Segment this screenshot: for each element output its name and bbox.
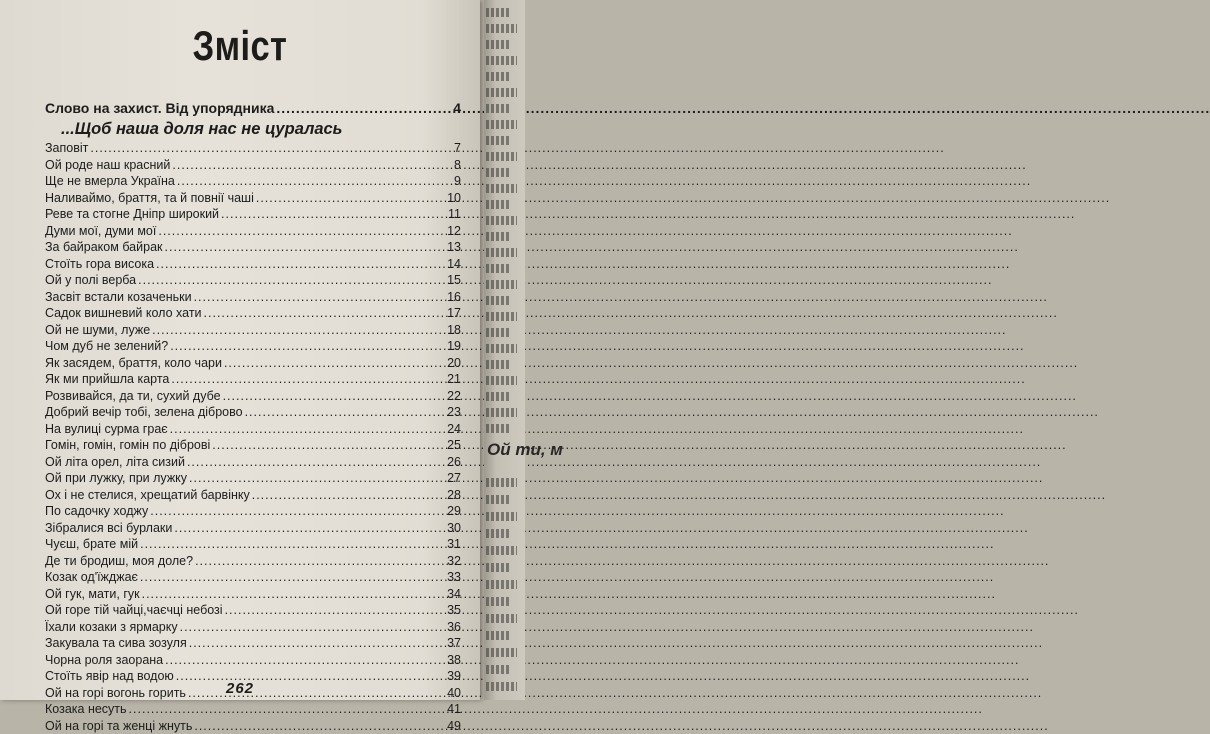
toc-leader-dots <box>170 338 445 355</box>
toc-entry-label: Козак од'їжджає <box>45 569 140 586</box>
toc-entry-page: 8 <box>445 157 461 174</box>
toc-entry-page: 36 <box>445 619 461 636</box>
toc-entry <box>45 190 461 207</box>
toc-leader-dots <box>221 206 445 223</box>
toc-entry-page: 35 <box>445 602 461 619</box>
adjacent-page-text-line <box>486 614 517 623</box>
adjacent-page-text-line <box>486 665 510 674</box>
toc-entry-page: 16 <box>445 289 461 306</box>
toc-entry-label: Козака несуть <box>45 701 129 718</box>
adjacent-page-text-line <box>486 200 510 209</box>
toc-entry-page: 18 <box>445 322 461 339</box>
table-of-contents <box>45 98 461 734</box>
page-number: 262 <box>0 680 480 697</box>
toc-entry <box>45 206 461 223</box>
adjacent-page-text-line <box>486 631 510 640</box>
toc-entry <box>45 157 461 174</box>
toc-entry <box>45 322 461 339</box>
toc-entry <box>45 652 461 669</box>
toc-entry <box>45 355 461 372</box>
toc-leader-dots <box>174 520 445 537</box>
toc-leader-dots <box>224 355 445 372</box>
toc-entry-label: Слово на захист. Від упорядника <box>45 98 276 118</box>
toc-leader-dots <box>195 553 445 570</box>
toc-entry <box>45 635 461 652</box>
adjacent-page-text-line <box>486 232 510 241</box>
toc-entry-label: Ой на горі та женці жнуть <box>45 718 194 734</box>
adjacent-page-text-line <box>486 376 517 385</box>
adjacent-page-text-line <box>486 152 517 161</box>
toc-leader-dots <box>194 718 445 734</box>
toc-entry-label: Ой при лужку, при лужку <box>45 470 189 487</box>
toc-leader-dots <box>150 503 445 520</box>
toc-entry-page: 4 <box>445 98 461 118</box>
toc-entry-page: 29 <box>445 503 461 520</box>
toc-entry-page: 37 <box>445 635 461 652</box>
toc-entry-label: Чорна роля заорана <box>45 652 165 669</box>
toc-leader-dots <box>156 256 445 273</box>
toc-entry-page: 10 <box>445 190 461 207</box>
toc-entry <box>45 503 461 520</box>
toc-entry <box>45 454 461 471</box>
adjacent-page-text-line <box>486 546 517 555</box>
page-title: Зміст <box>43 22 437 70</box>
toc-entry-label: По садочку ходжу <box>45 503 150 520</box>
toc-entry-label: Їхали козаки з ярмарку <box>45 619 180 636</box>
adjacent-page-text-line <box>486 264 510 273</box>
toc-entry-page: 26 <box>445 454 461 471</box>
toc-leader-dots <box>90 140 445 157</box>
toc-entry-page: 20 <box>445 355 461 372</box>
toc-entry-label: Ой горе тій чайці,чаєчці небозі <box>45 602 225 619</box>
toc-entry <box>45 619 461 636</box>
toc-entry-page: 30 <box>445 520 461 537</box>
toc-leader-dots <box>165 652 445 669</box>
toc-entry <box>45 239 461 256</box>
toc-entry-label: Засвіт встали козаченьки <box>45 289 194 306</box>
toc-entry-page: 33 <box>445 569 461 586</box>
toc-entry-list <box>45 140 461 734</box>
adjacent-page-text-line <box>486 72 510 81</box>
toc-entry-page: 22 <box>445 388 461 405</box>
toc-entry-label: Ой гук, мати, гук <box>45 586 142 603</box>
toc-entry-page: 23 <box>445 404 461 421</box>
adjacent-page-text-line <box>486 328 510 337</box>
adjacent-page-text-line <box>486 392 510 401</box>
toc-entry-label: Думи мої, думи мої <box>45 223 158 240</box>
toc-entry <box>45 371 461 388</box>
toc-entry-page: 19 <box>445 338 461 355</box>
toc-entry-page: 32 <box>445 553 461 570</box>
adjacent-page-text-line <box>486 248 517 257</box>
toc-entry-label: Ой не шуми, луже <box>45 322 152 339</box>
toc-entry <box>45 289 461 306</box>
toc-entry <box>45 338 461 355</box>
toc-leader-dots <box>171 371 445 388</box>
toc-entry-label: Зібралися всі бурлаки <box>45 520 174 537</box>
toc-entry <box>45 421 461 438</box>
toc-leader-dots <box>140 536 445 553</box>
toc-entry-page: 15 <box>445 272 461 289</box>
book-page <box>0 0 480 700</box>
toc-leader-dots <box>165 239 446 256</box>
toc-entry-page: 39 <box>445 668 461 685</box>
toc-entry-page: 7 <box>445 140 461 157</box>
toc-leader-dots <box>138 272 445 289</box>
toc-entry-label: Ох і не стелися, хрещатий барвінку <box>45 487 252 504</box>
toc-main-entry <box>45 98 461 118</box>
toc-entry <box>45 487 461 504</box>
toc-leader-dots <box>158 223 445 240</box>
toc-entry-page: 40 <box>445 685 461 702</box>
toc-leader-dots <box>129 701 445 718</box>
adjacent-page-heading: Ой ти, м <box>487 440 563 460</box>
toc-entry <box>45 553 461 570</box>
toc-entry-label: Як ми прийшла карта <box>45 371 171 388</box>
toc-entry <box>45 437 461 454</box>
toc-entry-label: Ой на горі вогонь горить <box>45 685 188 702</box>
adjacent-page-text-line <box>486 120 517 129</box>
adjacent-page-text-line <box>486 280 517 289</box>
toc-leader-dots <box>276 98 445 118</box>
adjacent-page-edge <box>484 0 525 700</box>
toc-leader-dots <box>140 569 445 586</box>
toc-entry <box>45 223 461 240</box>
toc-entry <box>45 305 461 322</box>
adjacent-page-text-line <box>486 344 517 353</box>
adjacent-page-text-line <box>486 24 517 33</box>
toc-entry <box>45 256 461 273</box>
toc-leader-dots <box>187 454 445 471</box>
toc-entry-label: Розвивайся, да ти, сухий дубе <box>45 388 223 405</box>
toc-entry-label: Стоїть гора висока <box>45 256 156 273</box>
toc-entry-label: Садок вишневий коло хати <box>45 305 204 322</box>
toc-entry-label: Закувала та сива зозуля <box>45 635 189 652</box>
toc-entry-page: 28 <box>445 487 461 504</box>
adjacent-page-text-line <box>486 40 510 49</box>
toc-entry-page: 49 <box>445 718 461 734</box>
toc-entry-label: Гомін, гомін, гомін по діброві <box>45 437 212 454</box>
toc-leader-dots <box>177 173 445 190</box>
toc-entry <box>45 520 461 537</box>
adjacent-page-text-line <box>486 648 517 657</box>
toc-entry-page: 12 <box>445 223 461 240</box>
toc-entry-label: Чуєш, брате мій <box>45 536 140 553</box>
toc-entry-page: 31 <box>445 536 461 553</box>
adjacent-page-text-line <box>486 136 510 145</box>
toc-entry-page: 24 <box>445 421 461 438</box>
toc-entry-label: Ой літа орел, літа сизий <box>45 454 187 471</box>
adjacent-page-text-line <box>486 563 510 572</box>
adjacent-page-text-line <box>486 56 517 65</box>
toc-entry-page: 11 <box>445 206 461 223</box>
toc-entry <box>45 388 461 405</box>
toc-entry <box>45 140 461 157</box>
adjacent-page-text-line <box>486 529 510 538</box>
toc-section-heading: ...Щоб наша доля нас не цуралась <box>45 118 461 140</box>
toc-entry <box>45 586 461 603</box>
adjacent-page-text-line <box>486 88 517 97</box>
toc-entry-label: Ой у полі верба <box>45 272 138 289</box>
toc-entry-page: 41 <box>445 701 461 718</box>
adjacent-page-text-line <box>486 682 517 691</box>
toc-leader-dots <box>189 635 445 652</box>
toc-entry-label: Заповіт <box>45 140 90 157</box>
adjacent-page-text-line <box>486 424 510 433</box>
toc-entry-page: 13 <box>445 239 461 256</box>
toc-leader-dots <box>252 487 445 504</box>
toc-entry-page: 38 <box>445 652 461 669</box>
toc-leader-dots <box>142 586 445 603</box>
toc-entry-page: 34 <box>445 586 461 603</box>
toc-leader-dots <box>204 305 445 322</box>
toc-entry-label: Реве та стогне Дніпр широкий <box>45 206 221 223</box>
adjacent-page-text-line <box>486 296 510 305</box>
adjacent-page-text-line <box>486 312 517 321</box>
toc-entry <box>45 602 461 619</box>
toc-entry-label: Добрий вечір тобі, зелена діброво <box>45 404 245 421</box>
adjacent-page-text-line <box>486 8 510 17</box>
adjacent-page-text-line <box>486 104 510 113</box>
adjacent-page-text-line <box>486 168 510 177</box>
toc-leader-dots <box>194 289 445 306</box>
adjacent-page-text-line <box>486 580 517 589</box>
toc-entry <box>45 404 461 421</box>
toc-entry <box>45 272 461 289</box>
adjacent-page-text-line <box>486 478 517 487</box>
toc-entry <box>45 701 461 718</box>
toc-entry <box>45 173 461 190</box>
toc-entry-label: Як засядем, браття, коло чари <box>45 355 224 372</box>
toc-entry-label: Де ти бродиш, моя доле? <box>45 553 195 570</box>
adjacent-page-text-line <box>486 360 510 369</box>
toc-entry-label: Чом дуб не зелений? <box>45 338 170 355</box>
toc-entry-label: Ще не вмерла Україна <box>45 173 177 190</box>
adjacent-page-text-line <box>486 408 517 417</box>
toc-entry-page: 14 <box>445 256 461 273</box>
toc-entry-page: 17 <box>445 305 461 322</box>
toc-entry <box>45 536 461 553</box>
toc-leader-dots <box>170 421 445 438</box>
toc-entry <box>45 569 461 586</box>
adjacent-page-text-line <box>486 597 510 606</box>
toc-entry-label: Наливаймо, браття, та й повнії чаші <box>45 190 256 207</box>
toc-entry-page: 21 <box>445 371 461 388</box>
toc-entry-label: Ой роде наш красний <box>45 157 172 174</box>
toc-entry-label: Стоїть явір над водою <box>45 668 176 685</box>
toc-leader-dots <box>225 602 445 619</box>
toc-leader-dots <box>212 437 445 454</box>
toc-entry-label: На вулиці сурма грає <box>45 421 170 438</box>
adjacent-page-text-line <box>486 184 517 193</box>
adjacent-page-text-line <box>486 495 510 504</box>
toc-leader-dots <box>152 322 445 339</box>
toc-leader-dots <box>180 619 445 636</box>
adjacent-page-text-line <box>486 512 517 521</box>
toc-leader-dots <box>245 404 445 421</box>
toc-leader-dots <box>223 388 445 405</box>
toc-leader-dots <box>256 190 445 207</box>
toc-leader-dots <box>189 470 445 487</box>
toc-entry-page: 9 <box>445 173 461 190</box>
toc-entry <box>45 470 461 487</box>
adjacent-page-text-line <box>486 216 517 225</box>
toc-entry-page: 25 <box>445 437 461 454</box>
toc-entry-page: 27 <box>445 470 461 487</box>
toc-entry-label: За байраком байрак <box>45 239 165 256</box>
toc-leader-dots <box>172 157 445 174</box>
toc-entry <box>45 718 461 734</box>
